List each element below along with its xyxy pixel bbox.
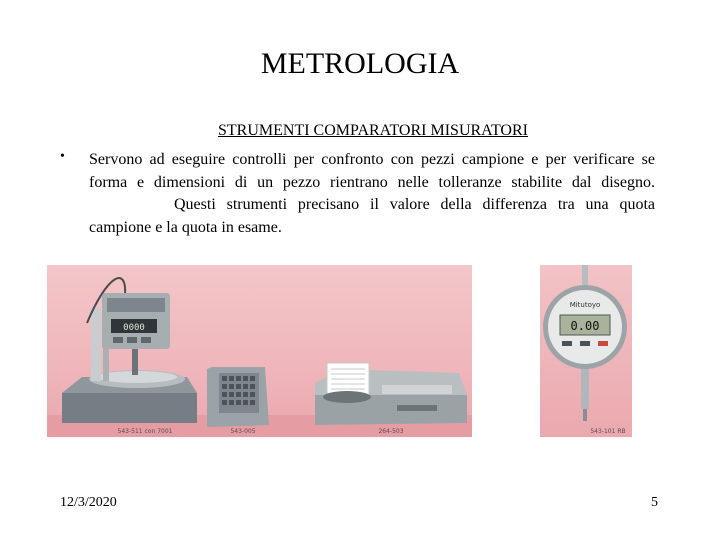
slide-subtitle: STRUMENTI COMPARATORI MISURATORI: [218, 122, 528, 139]
instruments-illustration: [47, 265, 472, 437]
footer-date: 12/3/2020: [60, 495, 117, 510]
processor-caption: 543-005: [230, 428, 256, 435]
dial-indicator-photo: [540, 265, 632, 437]
body-text-part1: Servono ad eseguire controlli per confronto con pezzi campione e per verificare se forma e dimensioni di un pezzo rientrano nelle tolleranze stabilite dal disegno.: [89, 151, 655, 191]
dial-caption: 543-101 RB: [590, 428, 626, 435]
instruments-photo: [47, 265, 472, 437]
dial-indicator-illustration: [540, 265, 632, 437]
printer-caption: 264-503: [378, 428, 404, 435]
slide-title: METROLOGIA: [260, 47, 460, 80]
dial-brand: Mitutoyo: [569, 301, 601, 309]
bullet-marker: •: [60, 149, 65, 164]
stand-caption: 543-511 con 7001: [117, 428, 173, 435]
stand-display-digits: 0000: [123, 323, 145, 333]
page-number: 5: [651, 495, 658, 510]
dial-readout: 0.00: [570, 319, 600, 333]
body-paragraph: [89, 149, 655, 239]
body-text-part2: Questi strumenti precisano il valore della differenza tra una quota campione e la quota in esame.: [89, 196, 655, 236]
